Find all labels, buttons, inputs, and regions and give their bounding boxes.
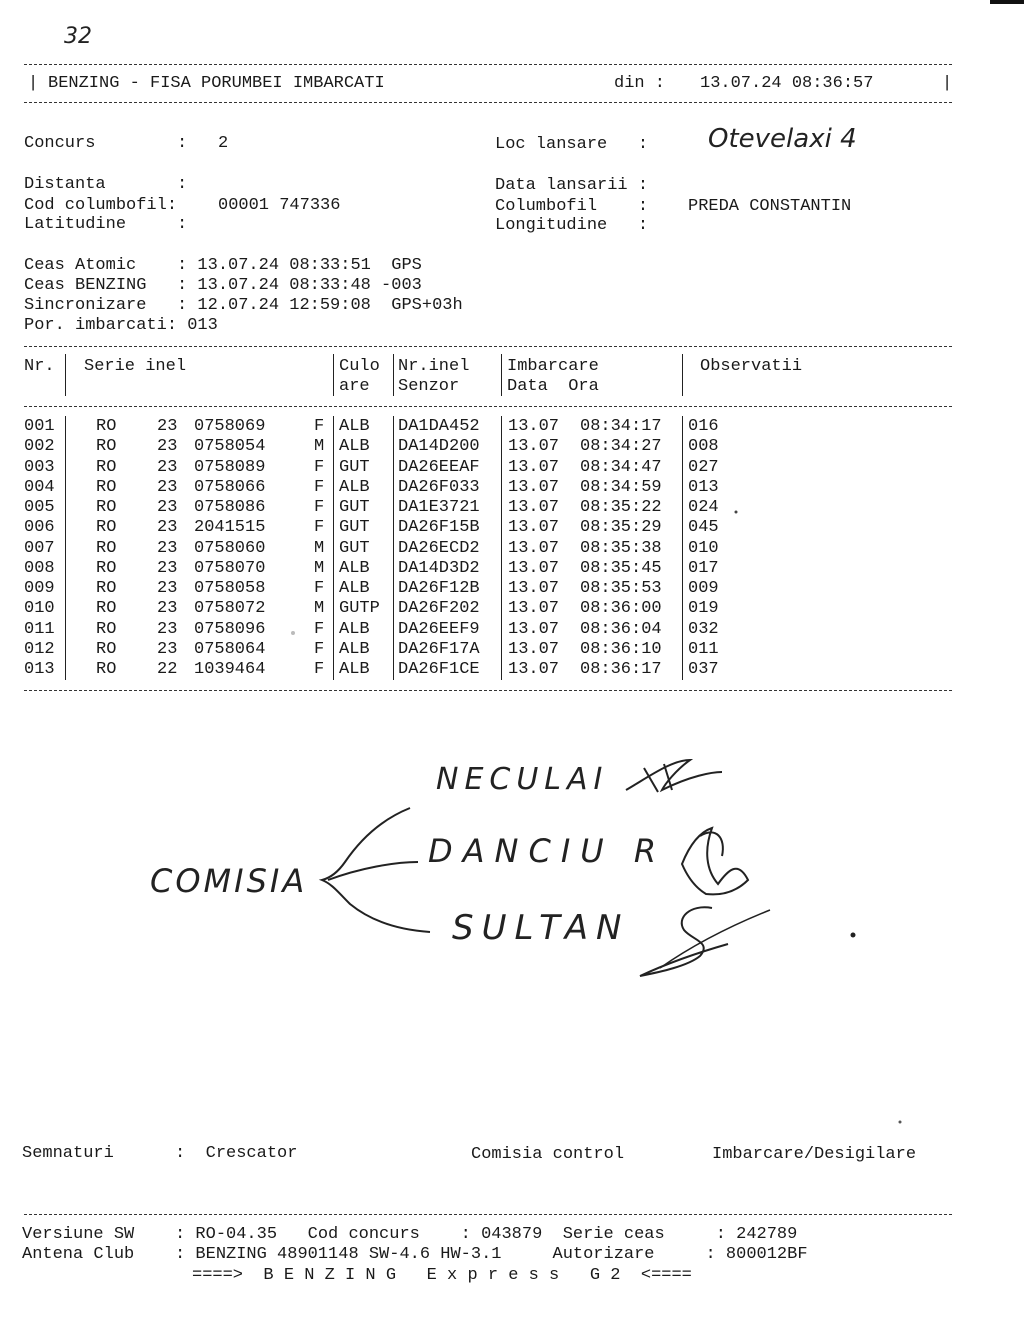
row-ora: 08:35:53 — [580, 579, 662, 598]
row-senzor: DA26F1CE — [398, 660, 480, 679]
signature-danciu — [682, 828, 748, 894]
row-senzor: DA26F17A — [398, 639, 480, 659]
row-tara: RO — [96, 477, 117, 497]
row-nr: 012 — [24, 639, 55, 659]
col-header-nr: Nr. — [24, 357, 55, 376]
divider — [24, 1214, 952, 1215]
row-senzor: DA14D3D2 — [398, 558, 480, 578]
signature-sultan — [640, 907, 728, 976]
row-observatii: 032 — [688, 619, 719, 639]
row-observatii: 019 — [688, 599, 719, 619]
row-an: 23 — [157, 579, 178, 598]
col-header-serie-inel: Serie inel — [84, 357, 187, 376]
row-tara: RO — [96, 558, 117, 578]
row-nr: 002 — [24, 437, 55, 457]
row-sex: M — [314, 437, 325, 457]
row-inel: 1039464 — [194, 660, 266, 679]
data-lansarii-label: Data lansarii : — [495, 176, 649, 195]
divider — [24, 690, 952, 691]
row-nr: 007 — [24, 538, 55, 558]
document-title: BENZING - FISA PORUMBEI IMBARCATI — [48, 74, 385, 93]
signature-sultan — [660, 910, 770, 968]
brace-stroke — [328, 862, 418, 880]
row-an: 23 — [157, 599, 178, 619]
row-data: 13.07 — [508, 518, 560, 538]
row-senzor: DA1DA452 — [398, 417, 480, 436]
col-header-nr-inel: Nr.inel — [398, 357, 470, 376]
row-ora: 08:34:59 — [580, 477, 662, 497]
row-inel: 0758089 — [194, 457, 266, 477]
row-data: 13.07 — [508, 477, 560, 497]
semnaturi-crescator: Semnaturi : Crescator — [22, 1144, 298, 1163]
ink-speck — [851, 933, 856, 938]
row-data: 13.07 — [508, 639, 560, 659]
porumbei-imbarcati-line: Por. imbarcati: 013 — [24, 316, 218, 335]
row-culoare: ALB — [339, 437, 370, 457]
row-tara: RO — [96, 639, 117, 659]
row-an: 23 — [157, 538, 178, 558]
row-sex: M — [314, 538, 325, 558]
col-header-imbarcare: Imbarcare — [507, 357, 599, 376]
concurs-value: 2 — [218, 134, 229, 153]
row-sex: M — [314, 558, 325, 578]
member-danciu: DANCIU R — [428, 832, 667, 870]
row-tara: RO — [96, 498, 117, 517]
row-data: 13.07 — [508, 660, 560, 679]
comisia-handwriting: COMISIA — [150, 862, 308, 900]
row-sex: F — [314, 660, 325, 679]
row-culoare: ALB — [339, 417, 370, 436]
ceas-benzing-line: Ceas BENZING : 13.07.24 08:33:48 -003 — [24, 276, 422, 295]
loc-lansare-value: Otevelaxi 4 — [708, 124, 857, 154]
row-sex: F — [314, 579, 325, 598]
row-ora: 08:34:17 — [580, 417, 662, 436]
row-an: 23 — [157, 417, 178, 436]
row-sex: F — [314, 518, 325, 538]
row-senzor: DA26F12B — [398, 579, 480, 598]
row-an: 23 — [157, 498, 178, 517]
member-sultan: SULTAN — [452, 908, 630, 948]
row-tara: RO — [96, 660, 117, 679]
row-culoare: ALB — [339, 619, 370, 639]
concurs-label: Concurs : — [24, 134, 188, 153]
row-culoare: GUT — [339, 538, 370, 558]
row-sex: F — [314, 639, 325, 659]
row-culoare: ALB — [339, 660, 370, 679]
row-an: 23 — [157, 477, 178, 497]
row-nr: 005 — [24, 498, 55, 517]
row-data: 13.07 — [508, 558, 560, 578]
row-ora: 08:34:27 — [580, 437, 662, 457]
semnaturi-comisia-control: Comisia control — [471, 1145, 625, 1164]
cod-columbofil-label: Cod columbofil: — [24, 196, 178, 215]
row-an: 23 — [157, 518, 178, 538]
row-tara: RO — [96, 579, 117, 598]
row-observatii: 024 — [688, 498, 719, 517]
row-nr: 004 — [24, 477, 55, 497]
row-senzor: DA1E3721 — [398, 498, 480, 517]
row-data: 13.07 — [508, 417, 560, 436]
row-ora: 08:34:47 — [580, 457, 662, 477]
latitudine-label: Latitudine : — [24, 215, 188, 234]
row-inel: 0758060 — [194, 538, 266, 558]
row-ora: 08:35:45 — [580, 558, 662, 578]
row-observatii: 013 — [688, 477, 719, 497]
row-an: 22 — [157, 660, 178, 679]
row-data: 13.07 — [508, 538, 560, 558]
row-observatii: 027 — [688, 457, 719, 477]
brace-stroke — [322, 808, 430, 932]
row-observatii: 045 — [688, 518, 719, 538]
row-data: 13.07 — [508, 437, 560, 457]
row-senzor: DA26EEF9 — [398, 619, 480, 639]
row-an: 23 — [157, 437, 178, 457]
row-nr: 010 — [24, 599, 55, 619]
row-inel: 0758070 — [194, 558, 266, 578]
divider — [24, 406, 952, 407]
row-inel: 0758069 — [194, 417, 266, 436]
row-data: 13.07 — [508, 579, 560, 598]
row-ora: 08:36:10 — [580, 639, 662, 659]
row-nr: 008 — [24, 558, 55, 578]
row-an: 23 — [157, 558, 178, 578]
header-bar-left: | — [28, 74, 39, 93]
row-ora: 08:36:00 — [580, 599, 662, 619]
col-rule — [501, 354, 502, 396]
row-culoare: ALB — [339, 639, 370, 659]
row-culoare: GUT — [339, 518, 370, 538]
row-sex: F — [314, 619, 325, 639]
col-rule — [333, 354, 334, 396]
columbofil-label: Columbofil : — [495, 197, 649, 216]
row-sex: M — [314, 599, 325, 619]
row-observatii: 011 — [688, 639, 719, 659]
row-observatii: 010 — [688, 538, 719, 558]
footer-antena: Antena Club : BENZING 48901148 SW-4.6 HW-3.1 Autorizare : 800012BF — [22, 1245, 808, 1264]
divider — [24, 64, 952, 65]
row-tara: RO — [96, 518, 117, 538]
row-ora: 08:35:38 — [580, 538, 662, 558]
row-observatii: 009 — [688, 579, 719, 598]
col-rule — [65, 354, 66, 396]
row-culoare: GUT — [339, 498, 370, 517]
header-bar-right: | — [942, 74, 953, 93]
row-inel: 0758054 — [194, 437, 266, 457]
col-header-senzor: Senzor — [398, 377, 460, 396]
row-senzor: DA26ECD2 — [398, 538, 480, 558]
longitudine-label: Longitudine : — [495, 216, 649, 235]
row-inel: 0758058 — [194, 579, 266, 598]
row-ora: 08:36:04 — [580, 619, 662, 639]
scan-edge-mark — [990, 0, 1024, 4]
col-rule — [501, 416, 502, 680]
row-senzor: DA26F15B — [398, 518, 480, 538]
row-inel: 0758072 — [194, 599, 266, 619]
row-ora: 08:35:22 — [580, 498, 662, 517]
footer-brand: ====> B E N Z I N G E x p r e s s G 2 <==== — [192, 1266, 692, 1285]
row-tara: RO — [96, 437, 117, 457]
row-culoare: GUTP — [339, 599, 380, 619]
row-nr: 003 — [24, 457, 55, 477]
row-senzor: DA26EEAF — [398, 457, 480, 477]
signature-neculai — [626, 760, 722, 790]
row-inel: 0758064 — [194, 639, 266, 659]
col-header-observatii: Observatii — [700, 357, 803, 376]
page-mark: 32 — [64, 24, 92, 49]
ceas-atomic-line: Ceas Atomic : 13.07.24 08:33:51 GPS — [24, 256, 422, 275]
signature-neculai — [644, 764, 672, 792]
row-senzor: DA26F202 — [398, 599, 480, 619]
row-culoare: ALB — [339, 558, 370, 578]
row-nr: 013 — [24, 660, 55, 679]
row-sex: F — [314, 498, 325, 517]
ink-speck — [899, 1121, 902, 1124]
ink-speck — [291, 631, 295, 635]
cod-columbofil-value: 00001 747336 — [218, 196, 341, 215]
header-din-value: 13.07.24 08:36:57 — [700, 74, 874, 93]
row-sex: F — [314, 417, 325, 436]
row-observatii: 037 — [688, 660, 719, 679]
row-nr: 011 — [24, 619, 55, 639]
header-din-label: din : — [614, 74, 666, 93]
row-sex: F — [314, 457, 325, 477]
row-inel: 0758086 — [194, 498, 266, 517]
row-observatii: 017 — [688, 558, 719, 578]
col-rule — [393, 416, 394, 680]
row-tara: RO — [96, 538, 117, 558]
sincronizare-line: Sincronizare : 12.07.24 12:59:08 GPS+03h — [24, 296, 463, 315]
row-observatii: 016 — [688, 417, 719, 436]
divider — [24, 346, 952, 347]
row-an: 23 — [157, 457, 178, 477]
row-data: 13.07 — [508, 599, 560, 619]
row-inel: 0758096 — [194, 619, 266, 639]
row-nr: 009 — [24, 579, 55, 598]
ink-speck — [735, 511, 738, 514]
row-nr: 001 — [24, 417, 55, 436]
row-tara: RO — [96, 417, 117, 436]
row-inel: 0758066 — [194, 477, 266, 497]
columbofil-value: PREDA CONSTANTIN — [688, 197, 852, 216]
col-rule — [393, 354, 394, 396]
semnaturi-imbarcare-desigilare: Imbarcare/Desigilare — [712, 1145, 917, 1164]
footer-versiune: Versiune SW : RO-04.35 Cod concurs : 043879 Serie ceas : 242789 — [22, 1225, 798, 1244]
row-data: 13.07 — [508, 619, 560, 639]
row-ora: 08:36:17 — [580, 660, 662, 679]
row-culoare: GUT — [339, 457, 370, 477]
col-header-data-ora: Data Ora — [507, 377, 599, 396]
row-data: 13.07 — [508, 498, 560, 517]
row-culoare: ALB — [339, 579, 370, 598]
divider — [24, 102, 952, 103]
row-inel: 2041515 — [194, 518, 266, 538]
row-nr: 006 — [24, 518, 55, 538]
loc-lansare-label: Loc lansare : — [495, 135, 649, 154]
row-ora: 08:35:29 — [580, 518, 662, 538]
col-header-culoare: Culo — [339, 357, 380, 376]
row-an: 23 — [157, 639, 178, 659]
row-senzor: DA14D200 — [398, 437, 480, 457]
row-tara: RO — [96, 599, 117, 619]
row-an: 23 — [157, 619, 178, 639]
col-rule — [682, 354, 683, 396]
col-header-culoare-2: are — [339, 377, 370, 396]
row-culoare: ALB — [339, 477, 370, 497]
row-data: 13.07 — [508, 457, 560, 477]
row-observatii: 008 — [688, 437, 719, 457]
row-tara: RO — [96, 457, 117, 477]
col-rule — [333, 416, 334, 680]
signature-danciu — [700, 832, 723, 856]
row-sex: F — [314, 477, 325, 497]
row-senzor: DA26F033 — [398, 477, 480, 497]
distanta-label: Distanta : — [24, 175, 188, 194]
row-tara: RO — [96, 619, 117, 639]
col-rule — [682, 416, 683, 680]
col-rule — [65, 416, 66, 680]
member-neculai: NECULAI — [436, 762, 609, 797]
